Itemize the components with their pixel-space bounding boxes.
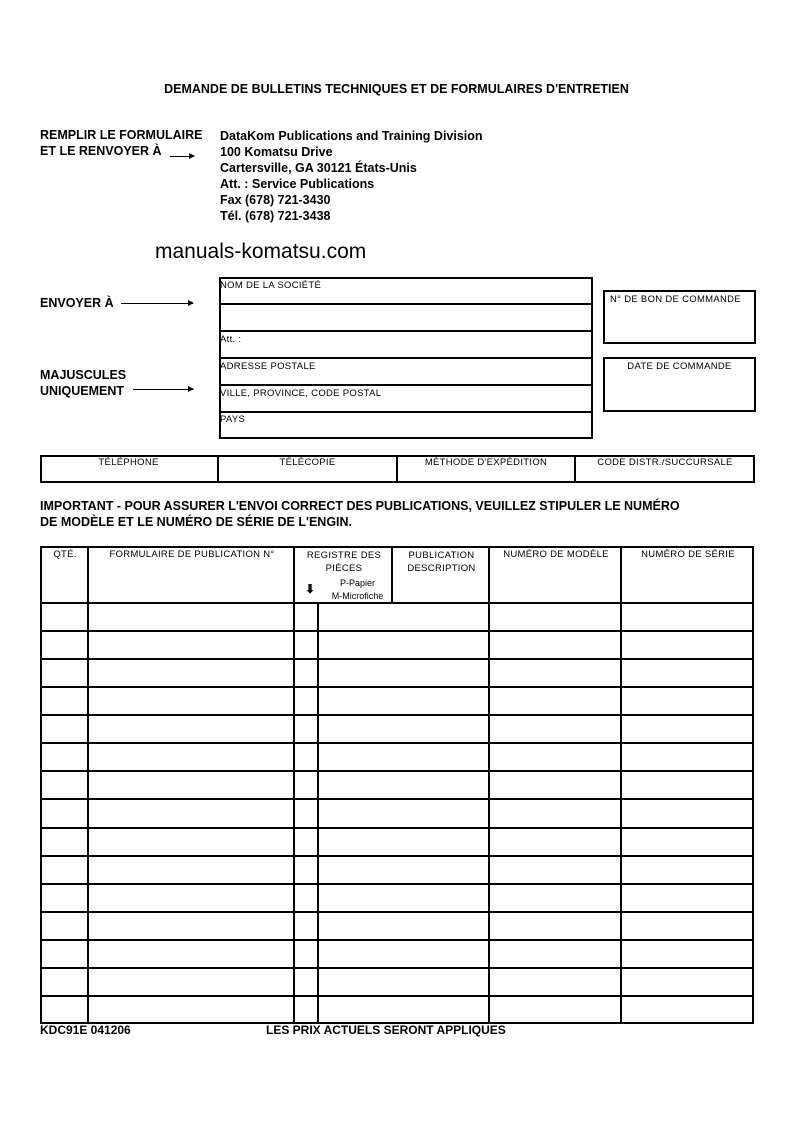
order-date-label: DATE DE COMMANDE [627, 361, 732, 372]
company-name-field-2[interactable] [220, 307, 590, 329]
table-cell[interactable] [295, 913, 317, 939]
table-cell[interactable] [89, 772, 293, 798]
address-line: 100 Komatsu Drive [220, 145, 333, 159]
table-cell[interactable] [622, 800, 753, 826]
table-cell[interactable] [622, 829, 753, 855]
table-cell[interactable] [622, 660, 753, 686]
form-title: DEMANDE DE BULLETINS TECHNIQUES ET DE FORMULAIRES D'ENTRETIEN [164, 82, 629, 96]
table-cell[interactable] [89, 744, 293, 770]
table-cell[interactable] [89, 632, 293, 658]
watermark: manuals-komatsu.com [155, 240, 367, 263]
table-cell[interactable] [622, 997, 753, 1023]
table-cell[interactable] [295, 744, 317, 770]
return-label-1: REMPLIR LE FORMULAIRE [40, 128, 203, 142]
table-cell[interactable] [42, 800, 87, 826]
address-line: Cartersville, GA 30121 États-Unis [220, 161, 417, 175]
table-cell[interactable] [622, 688, 753, 714]
address-line: Fax (678) 721-3430 [220, 193, 331, 207]
table-cell[interactable] [89, 688, 293, 714]
table-cell[interactable] [490, 660, 620, 686]
table-cell[interactable] [42, 604, 87, 630]
country-field[interactable]: PAYS [220, 414, 246, 425]
table-cell[interactable] [622, 857, 753, 883]
table-cell[interactable] [42, 829, 87, 855]
table-cell[interactable] [42, 632, 87, 658]
header-serial-number: NUMÉRO DE SÉRIE [641, 549, 735, 560]
table-cell[interactable] [295, 716, 317, 742]
table-cell[interactable] [295, 941, 317, 967]
table-cell[interactable] [622, 744, 753, 770]
table-cell[interactable] [622, 969, 753, 995]
table-cell[interactable] [490, 604, 620, 630]
po-number-field[interactable] [603, 290, 756, 344]
table-cell[interactable] [490, 913, 620, 939]
table-cell[interactable] [490, 688, 620, 714]
table-cell[interactable] [490, 857, 620, 883]
table-cell[interactable] [42, 660, 87, 686]
return-label-2: ET LE RENVOYER À [40, 144, 162, 158]
header-text: REGISTRE DES [306, 550, 382, 561]
table-cell[interactable] [319, 744, 488, 770]
table-cell[interactable] [319, 716, 488, 742]
distributor-code-field[interactable]: CODE DISTR./SUCCURSALE [597, 457, 733, 468]
table-cell[interactable] [490, 800, 620, 826]
price-note: LES PRIX ACTUELS SERONT APPLIQUES [266, 1023, 506, 1037]
header-text: DESCRIPTION [407, 563, 476, 574]
table-cell[interactable] [490, 632, 620, 658]
table-cell[interactable] [42, 857, 87, 883]
table-cell[interactable] [42, 885, 87, 911]
table-cell[interactable] [295, 604, 317, 630]
arrow-icon [170, 156, 194, 157]
table-cell[interactable] [89, 857, 293, 883]
address-line: DataKom Publications and Training Division [220, 129, 483, 143]
city-province-postal-field[interactable]: VILLE, PROVINCE, CODE POSTAL [220, 388, 382, 399]
table-cell[interactable] [622, 941, 753, 967]
table-cell[interactable] [42, 772, 87, 798]
legend-microfiche: M-Microfiche [331, 591, 384, 601]
table-cell[interactable] [490, 716, 620, 742]
company-name-field[interactable]: NOM DE LA SOCIÉTÉ [220, 280, 322, 291]
header-model-number: NUMÉRO DE MODÈLE [503, 549, 609, 560]
table-cell[interactable] [89, 885, 293, 911]
table-cell[interactable] [42, 997, 87, 1023]
table-cell[interactable] [89, 716, 293, 742]
header-text: PIÈCES [325, 563, 363, 574]
table-cell[interactable] [319, 632, 488, 658]
header-qty: QTÉ. [53, 549, 77, 560]
table-cell[interactable] [490, 744, 620, 770]
table-cell[interactable] [490, 885, 620, 911]
table-cell[interactable] [319, 772, 488, 798]
table-cell[interactable] [295, 857, 317, 883]
table-cell[interactable] [490, 997, 620, 1023]
send-to-label: ENVOYER À [40, 296, 114, 310]
table-cell[interactable] [89, 829, 293, 855]
postal-address-field[interactable]: ADRESSE POSTALE [220, 361, 316, 372]
table-cell[interactable] [490, 772, 620, 798]
shipping-method-field[interactable]: MÉTHODE D'EXPÉDITION [424, 457, 548, 468]
table-cell[interactable] [89, 997, 293, 1023]
order-date-field[interactable] [603, 357, 756, 412]
table-cell[interactable] [622, 885, 753, 911]
table-cell[interactable] [295, 969, 317, 995]
caps-label-1: MAJUSCULES [40, 368, 127, 382]
table-cell[interactable] [42, 941, 87, 967]
legend-paper: P-Papier [339, 578, 375, 588]
table-cell[interactable] [42, 744, 87, 770]
table-cell[interactable] [89, 941, 293, 967]
table-cell[interactable] [319, 997, 488, 1023]
table-cell[interactable] [622, 772, 753, 798]
table-cell[interactable] [319, 829, 488, 855]
table-cell[interactable] [319, 688, 488, 714]
table-cell[interactable] [319, 800, 488, 826]
table-cell[interactable] [490, 969, 620, 995]
table-cell[interactable] [295, 660, 317, 686]
caps-label-2: UNIQUEMENT [40, 384, 125, 398]
table-cell[interactable] [490, 829, 620, 855]
header-form-number: FORMULAIRE DE PUBLICATION N° [109, 549, 275, 560]
table-cell[interactable] [319, 604, 488, 630]
table-cell[interactable] [622, 716, 753, 742]
address-line: Tél. (678) 721-3438 [220, 209, 331, 223]
table-cell[interactable] [490, 941, 620, 967]
table-cell[interactable] [622, 604, 753, 630]
table-cell[interactable] [89, 660, 293, 686]
form-code: KDC91E 041206 [40, 1023, 131, 1037]
header-description [394, 549, 489, 575]
table-cell[interactable] [622, 632, 753, 658]
arrow-icon [133, 389, 193, 390]
table-cell[interactable] [42, 969, 87, 995]
table-cell[interactable] [89, 604, 293, 630]
po-number-label: N° DE BON DE COMMANDE [610, 294, 741, 305]
important-note-1: IMPORTANT - POUR ASSURER L'ENVOI CORRECT DES PUBLICATIONS, VEUILLEZ STIPULER LE NUMÉRO [40, 499, 680, 513]
table-cell[interactable] [89, 913, 293, 939]
table-cell[interactable] [89, 969, 293, 995]
table-cell[interactable] [319, 969, 488, 995]
address-line: Att. : Service Publications [220, 177, 375, 191]
table-cell[interactable] [42, 913, 87, 939]
table-cell[interactable] [295, 800, 317, 826]
table-cell[interactable] [319, 941, 488, 967]
table-cell[interactable] [319, 913, 488, 939]
header-parts-register [296, 549, 392, 575]
phone-field[interactable]: TÉLÉPHONE [98, 457, 159, 468]
table-cell[interactable] [295, 688, 317, 714]
table-cell[interactable] [622, 913, 753, 939]
arrow-icon [121, 303, 193, 304]
attention-field[interactable]: Att. : [220, 334, 242, 345]
table-cell[interactable] [319, 857, 488, 883]
table-cell[interactable] [42, 716, 87, 742]
table-cell[interactable] [295, 829, 317, 855]
table-cell[interactable] [319, 885, 488, 911]
important-note-2: DE MODÈLE ET LE NUMÉRO DE SÉRIE DE L'ENGIN. [40, 515, 353, 529]
table-cell[interactable] [295, 772, 317, 798]
table-cell[interactable] [295, 885, 317, 911]
arrow-down-icon: ⬇ [305, 582, 316, 596]
table-cell[interactable] [295, 997, 317, 1023]
header-text: PUBLICATION [408, 550, 475, 561]
table-cell[interactable] [319, 660, 488, 686]
return-address [220, 128, 483, 224]
fax-field[interactable]: TÉLÉCOPIE [279, 457, 336, 468]
register-legend [325, 577, 390, 603]
table-cell[interactable] [295, 632, 317, 658]
table-cell[interactable] [89, 800, 293, 826]
table-cell[interactable] [42, 688, 87, 714]
